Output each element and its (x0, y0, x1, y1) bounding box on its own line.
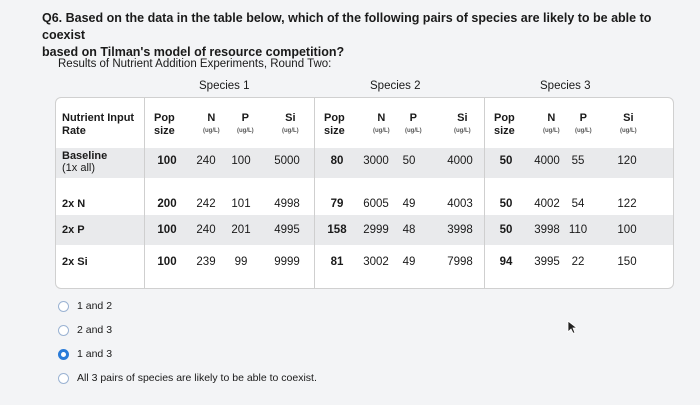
table-cell: 100 (617, 224, 637, 236)
row-label-text: 2x Si (62, 256, 88, 268)
species-3-header: Species 3 (540, 80, 591, 92)
column-divider (484, 98, 485, 288)
row-label-text: 2x P (62, 224, 85, 236)
header-line: Rate (62, 125, 86, 137)
option-label: All 3 pairs of species are likely to be able to coexist. (77, 372, 317, 384)
radio-button[interactable] (58, 325, 69, 336)
table-cell: 49 (402, 198, 416, 210)
pop-size-header (324, 112, 345, 138)
table-cell: 49 (402, 256, 416, 268)
table-cell: 22 (571, 256, 585, 268)
row-label-text: Baseline (62, 150, 108, 162)
table-cell: 100 (231, 155, 251, 167)
nutrient-header (203, 112, 220, 138)
nutrient-name: N (207, 112, 216, 124)
table-cell: 48 (402, 224, 416, 236)
question-text (42, 10, 672, 61)
option-2-and-3[interactable] (58, 324, 112, 336)
nutrient-name: P (241, 112, 249, 124)
nutrient-name: Si (285, 112, 296, 124)
unit-label: (ug/L) (620, 128, 637, 134)
table-cell: 240 (196, 155, 216, 167)
table-cell: 201 (231, 224, 251, 236)
table-cell: 3998 (447, 224, 473, 236)
row-label (62, 198, 85, 210)
nutrient-header (543, 112, 560, 138)
question-line-2: based on Tilman's model of resource competition? (42, 45, 345, 59)
row-label-sub: (1x all) (62, 162, 96, 174)
radio-button[interactable] (58, 373, 69, 384)
table-cell: 3998 (534, 224, 560, 236)
table-cell: 50 (499, 198, 513, 210)
nutrient-name: P (409, 112, 417, 124)
option-1-and-2[interactable] (58, 300, 112, 312)
nutrient-name: Si (623, 112, 634, 124)
table-cell: 4998 (274, 198, 300, 210)
option-label: 1 and 3 (77, 348, 113, 360)
nutrient-input-header (62, 112, 134, 138)
table-cell: 100 (157, 224, 177, 236)
mouse-cursor-icon (567, 320, 579, 334)
nutrient-name: N (377, 112, 386, 124)
nutrient-header (237, 112, 254, 138)
table-cell: 80 (330, 155, 344, 167)
table-cell: 94 (499, 256, 513, 268)
table-cell: 50 (499, 224, 513, 236)
table-cell: 110 (568, 224, 588, 236)
column-divider (144, 98, 145, 288)
row-label (62, 224, 85, 236)
header-line: Pop (494, 112, 515, 124)
table-cell: 120 (617, 155, 637, 167)
question-line-1: Q6. Based on the data in the table below, which of the following pairs of species are likely to be able to coexist (42, 11, 652, 42)
option-label: 1 and 2 (77, 300, 113, 312)
table-cell: 100 (157, 155, 177, 167)
option-label: 2 and 3 (77, 324, 113, 336)
column-divider (314, 98, 315, 288)
results-title: Results of Nutrient Addition Experiments, Round Two: (58, 58, 332, 70)
unit-label: (ug/L) (405, 128, 422, 134)
table-cell: 50 (402, 155, 416, 167)
table-cell: 54 (571, 198, 585, 210)
table-cell: 5000 (274, 155, 300, 167)
table-cell: 9999 (274, 256, 300, 268)
table-cell: 55 (571, 155, 585, 167)
unit-label: (ug/L) (203, 128, 220, 134)
pop-size-header (494, 112, 515, 138)
table-cell: 242 (196, 198, 216, 210)
row-label (62, 256, 88, 268)
option-1-and-3[interactable] (58, 348, 112, 360)
species-2-header: Species 2 (370, 80, 421, 92)
radio-button-selected[interactable] (58, 349, 69, 360)
nutrient-header (454, 112, 471, 138)
table-cell: 4000 (447, 155, 473, 167)
header-line: Pop (154, 112, 175, 124)
unit-label: (ug/L) (373, 128, 390, 134)
nutrient-name: P (579, 112, 587, 124)
header-line: size (154, 125, 175, 137)
header-line: Nutrient Input (62, 112, 135, 124)
option-all-three[interactable] (58, 372, 317, 384)
table-cell: 150 (617, 256, 637, 268)
table-cell: 122 (617, 198, 637, 210)
header-line: size (494, 125, 515, 137)
row-label-text: 2x N (62, 198, 86, 210)
table-cell: 4003 (447, 198, 473, 210)
table-cell: 6005 (363, 198, 389, 210)
row-label (62, 150, 107, 174)
unit-label: (ug/L) (454, 128, 471, 134)
table-cell: 200 (157, 198, 177, 210)
nutrient-header (620, 112, 637, 138)
nutrient-header (575, 112, 592, 138)
header-line: Pop (324, 112, 345, 124)
species-1-header: Species 1 (199, 80, 250, 92)
table-cell: 4995 (274, 224, 300, 236)
nutrient-name: Si (457, 112, 468, 124)
radio-button[interactable] (58, 301, 69, 312)
nutrient-header (405, 112, 422, 138)
table-cell: 4002 (534, 198, 560, 210)
table-cell: 3000 (363, 155, 389, 167)
table-cell: 3002 (363, 256, 389, 268)
pop-size-header (154, 112, 175, 138)
table-cell: 2999 (363, 224, 389, 236)
table-cell: 3995 (534, 256, 560, 268)
table-cell: 50 (499, 155, 513, 167)
unit-label: (ug/L) (543, 128, 560, 134)
table-cell: 4000 (534, 155, 560, 167)
table-cell: 7998 (447, 256, 473, 268)
table-cell: 240 (196, 224, 216, 236)
unit-label: (ug/L) (282, 128, 299, 134)
table-cell: 79 (330, 198, 344, 210)
unit-label: (ug/L) (237, 128, 254, 134)
table-cell: 99 (234, 256, 248, 268)
table-cell: 158 (327, 224, 347, 236)
nutrient-header (373, 112, 390, 138)
table-cell: 101 (231, 198, 251, 210)
results-table (55, 97, 674, 289)
unit-label: (ug/L) (575, 128, 592, 134)
header-line: size (324, 125, 345, 137)
table-cell: 100 (157, 256, 177, 268)
table-cell: 81 (330, 256, 344, 268)
nutrient-header (282, 112, 299, 138)
table-cell: 239 (196, 256, 216, 268)
nutrient-name: N (547, 112, 556, 124)
